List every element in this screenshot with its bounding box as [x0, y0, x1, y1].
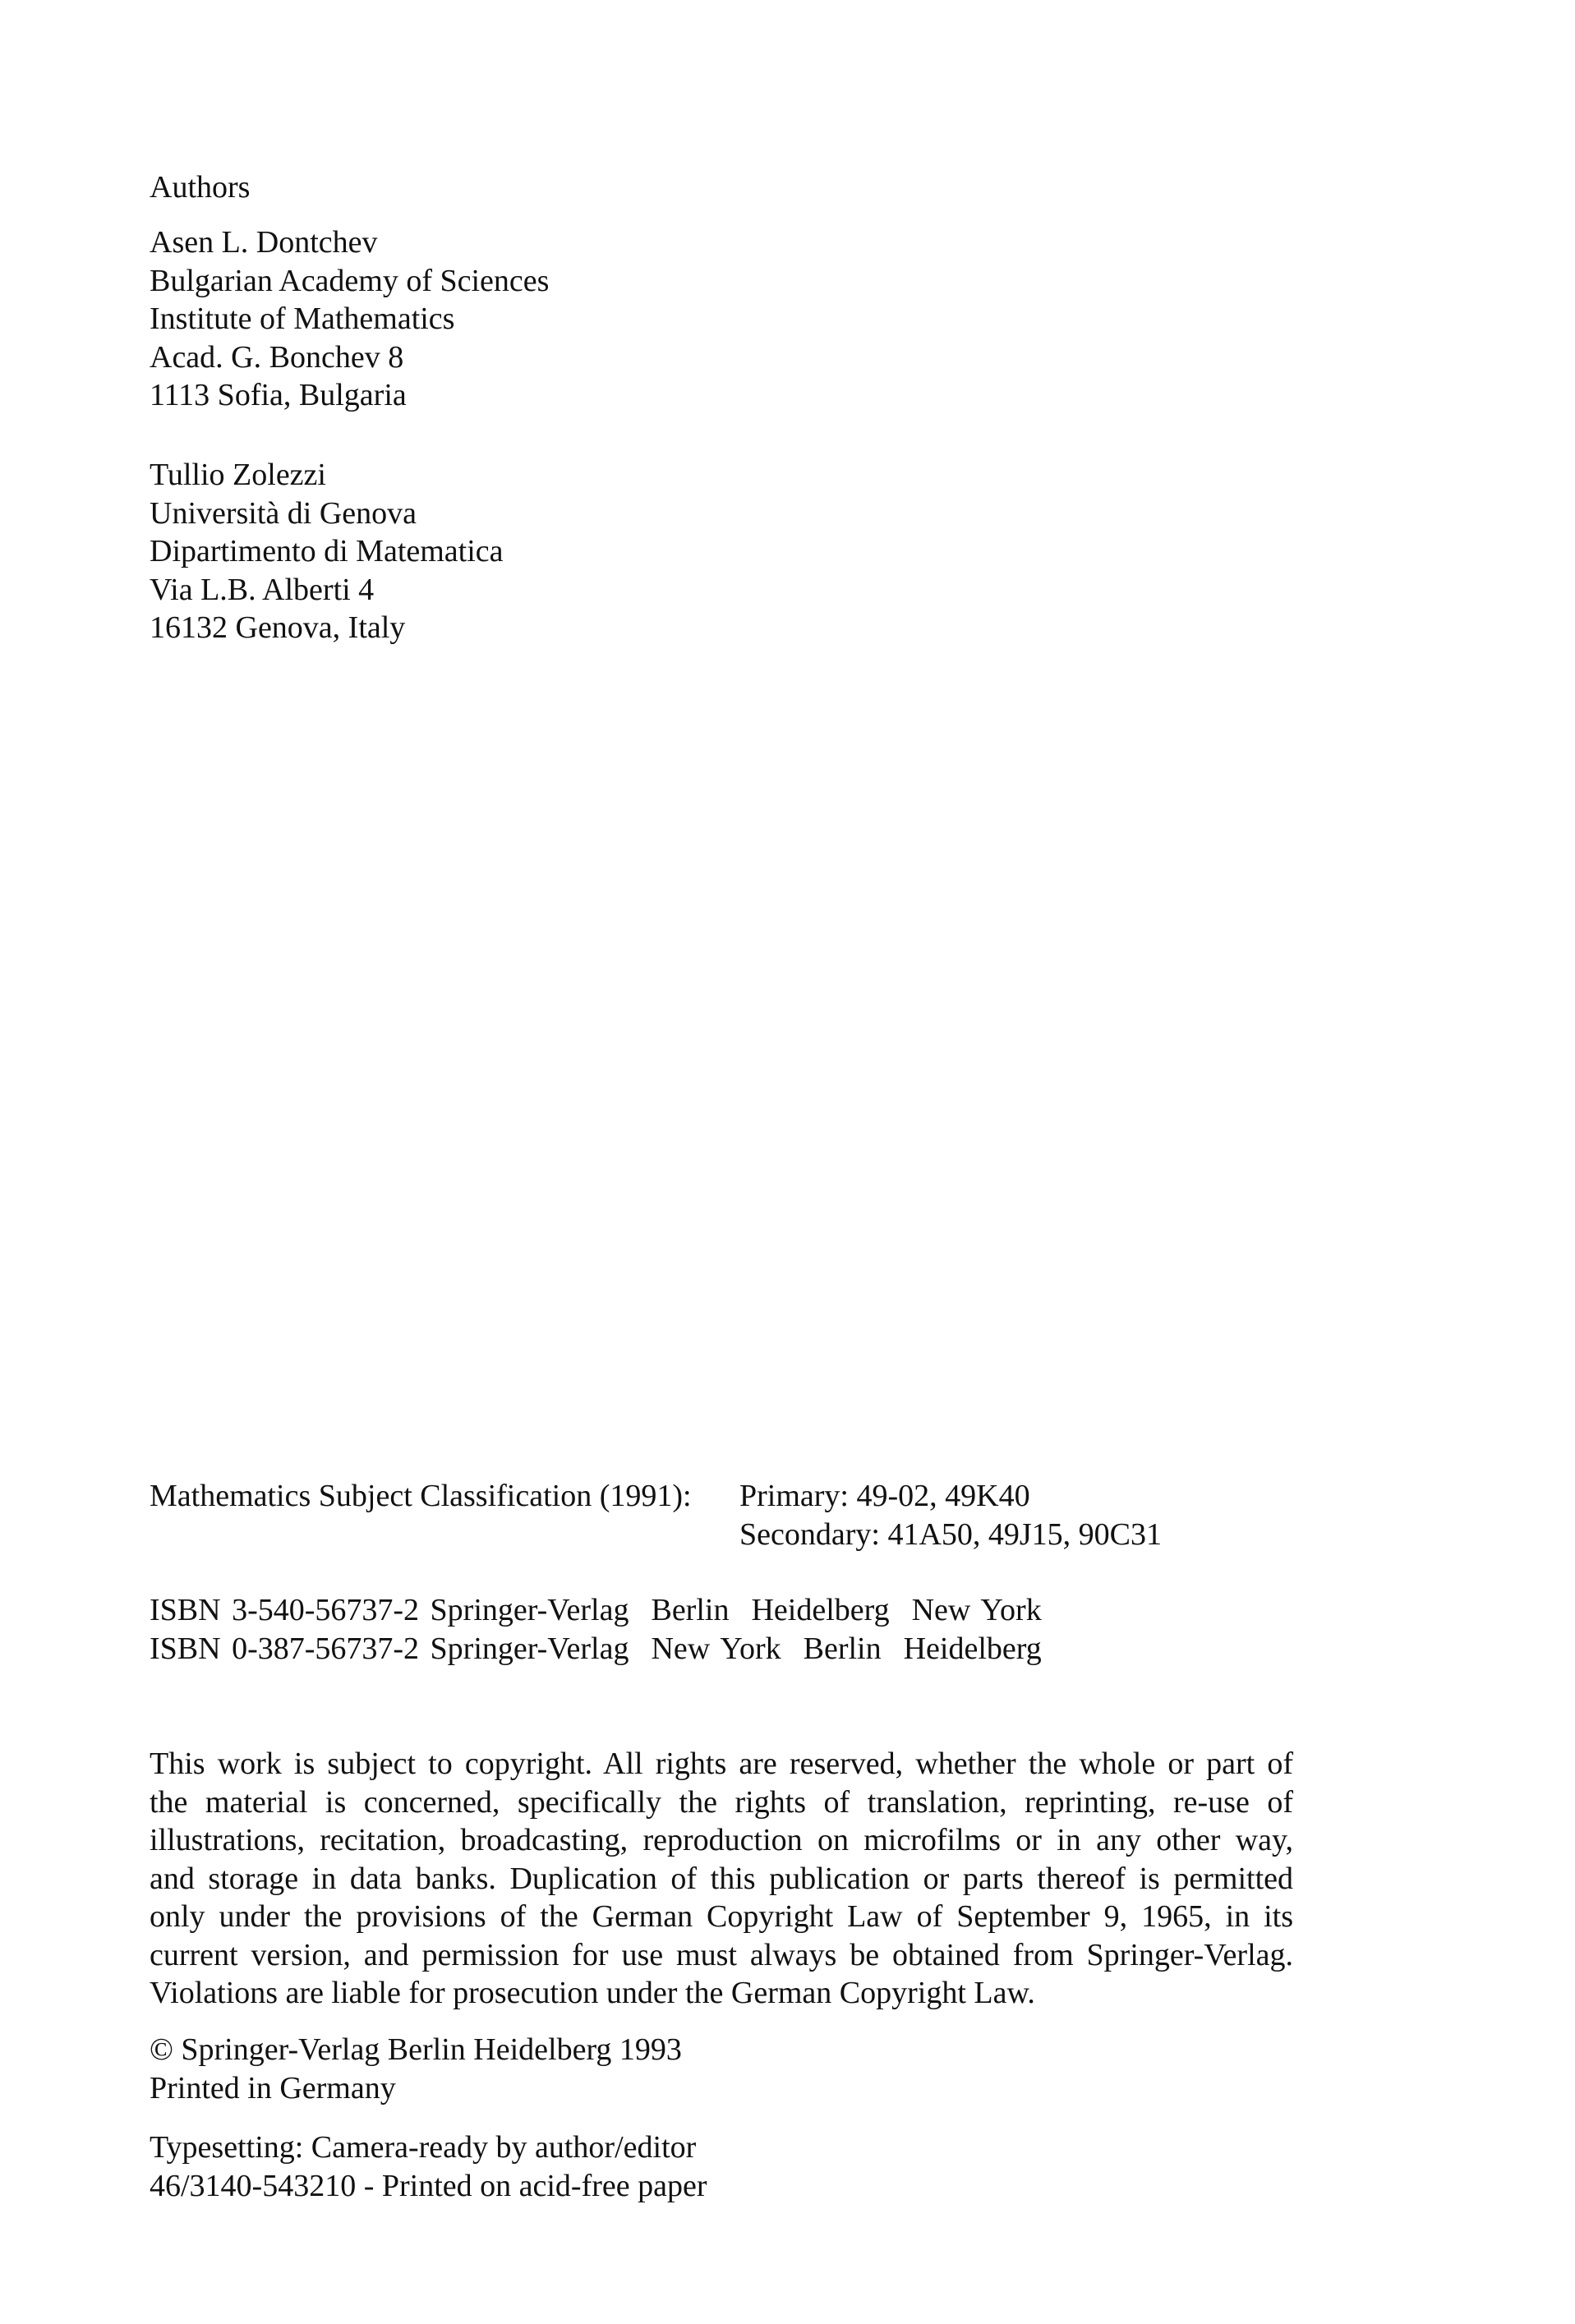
copyright-notice-line-4: and storage in data banks. Duplication of this publication or parts thereof is permitted: [150, 1861, 1293, 1896]
copyright-notice-line-5: only under the provisions of the German Copyright Law of September 9, 1965, in its: [150, 1899, 1293, 1934]
author-2-line-4: 16132 Genova, Italy: [150, 610, 406, 645]
typesetting-line-2: 46/3140-543210 - Printed on acid-free paper: [150, 2168, 707, 2203]
copyright-notice-line-1: This work is subject to copyright. All rights are reserved, whether the whole or part of: [150, 1746, 1293, 1781]
author-2-name: Tullio Zolezzi: [150, 458, 326, 492]
copyright-notice-line-6: current version, and permission for use must always be obtained from Springer-Verlag.: [150, 1937, 1293, 1972]
copyright-line: © Springer-Verlag Berlin Heidelberg 1993: [150, 2032, 682, 2067]
classification-primary: Primary: 49-02, 49K40: [739, 1479, 1030, 1513]
authors-heading: [150, 168, 250, 207]
author-1-address: [150, 223, 549, 415]
typesetting-info: [150, 2128, 707, 2205]
copyright-notice-line-7: Violations are liable for prosecution under the German Copyright Law.: [150, 1976, 1035, 2010]
subject-classification: [150, 1477, 1162, 1553]
copyright-notice-line-3: illustrations, recitation, broadcasting, reproduction on microfilms or in any other way,: [150, 1823, 1293, 1857]
author-1-line-4: 1113 Sofia, Bulgaria: [150, 378, 407, 412]
publisher-info: [150, 2031, 682, 2107]
author-2-address: [150, 456, 504, 647]
typesetting-line-1: Typesetting: Camera-ready by author/editor: [150, 2130, 697, 2165]
authors-heading-text: Authors: [150, 170, 251, 205]
author-2-line-3: Via L.B. Alberti 4: [150, 572, 375, 607]
author-1-line-3: Acad. G. Bonchev 8: [150, 339, 404, 375]
isbn-block: [150, 1591, 1042, 1668]
isbn-line-2: ISBN 0-387-56737-2 Springer-Verlag New York Berlin Heidelberg: [150, 1631, 1042, 1666]
author-2-line-1: Università di Genova: [150, 495, 417, 531]
isbn-line-1: ISBN 3-540-56737-2 Springer-Verlag Berlin Heidelberg New York: [150, 1593, 1042, 1627]
author-1-line-2: Institute of Mathematics: [150, 301, 455, 336]
printed-in: Printed in Germany: [150, 2070, 396, 2105]
copyright-notice-line-2: the material is concerned, specifically the rights of translation, reprinting, re-use of: [150, 1784, 1293, 1820]
author-1-line-1: Bulgarian Academy of Sciences: [150, 263, 550, 298]
copyright-notice: [150, 1745, 1293, 2013]
classification-label: Mathematics Subject Classification (1991):: [150, 1479, 692, 1513]
author-1-name: Asen L. Dontchev: [150, 225, 378, 260]
author-2-line-2: Dipartimento di Matematica: [150, 534, 504, 568]
classification-secondary: Secondary: 41A50, 49J15, 90C31: [739, 1516, 1163, 1552]
